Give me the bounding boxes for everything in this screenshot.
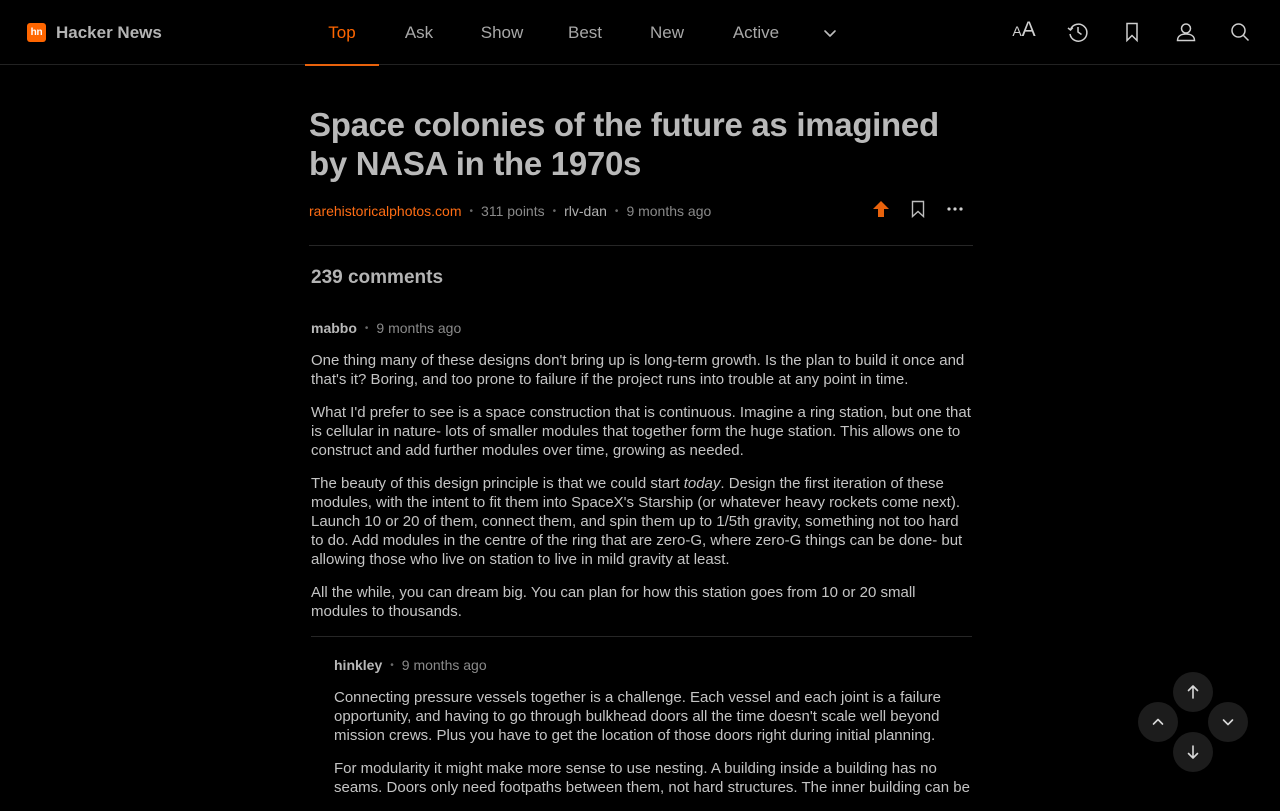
tab-show[interactable] (459, 0, 545, 65)
comment-body (334, 688, 974, 797)
chevron-down-icon (822, 25, 838, 41)
tab-label: New (649, 22, 684, 42)
comment-header (311, 318, 975, 338)
comments-count-heading: 239 comments (311, 267, 444, 288)
tab-label: Ask (404, 22, 434, 42)
tab-best[interactable] (545, 0, 625, 65)
tab-top[interactable] (305, 0, 379, 65)
comment-age[interactable]: 9 months ago (376, 320, 462, 336)
comment-paragraph: One thing many of these designs don't bring up is long-term growth. Is the plan to build it once and that's it? Boring, and too prone to failure if the project runs into trouble at any point in time. (311, 352, 965, 388)
divider (309, 245, 973, 246)
bookmark-icon (910, 200, 926, 218)
search-icon (1228, 20, 1252, 44)
story-age: 9 months ago (626, 203, 712, 219)
bookmarks-button[interactable] (1118, 18, 1146, 46)
comment-reply (334, 655, 974, 811)
emphasis-text: today (683, 475, 721, 492)
story-actions (871, 199, 965, 219)
previous-comment-button[interactable] (1138, 702, 1178, 742)
comment-paragraph: What I'd prefer to see is a space construction that is continuous. Imagine a ring station, but one that is cellular in nature- lots of smaller modules that together form the huge station. This allows one to construct and add further modules over time, growing as needed. (311, 404, 971, 459)
comment-author-link[interactable]: mabbo (311, 320, 357, 336)
comment (311, 318, 975, 635)
more-icon (946, 206, 964, 212)
comment-paragraph (311, 474, 975, 569)
tab-active[interactable] (709, 0, 803, 65)
tab-new[interactable] (625, 0, 709, 65)
text: The beauty of this design principle is that we could start (311, 475, 684, 492)
story-author-link[interactable]: rlv-dan (564, 203, 607, 219)
history-button[interactable] (1064, 18, 1092, 46)
arrow-up-icon (1185, 684, 1201, 700)
comment-age[interactable]: 9 months ago (401, 657, 487, 673)
scroll-to-bottom-button[interactable] (1173, 732, 1213, 772)
separator: • (552, 205, 557, 217)
separator: • (614, 205, 619, 217)
separator: • (390, 659, 394, 671)
story-title[interactable]: Space colonies of the future as imagined by NASA in the 1970s (309, 106, 939, 182)
comment-header (334, 655, 974, 675)
comment-paragraph: For modularity it might make more sense to use nesting. A building inside a building has no seams. Doors only need footpaths between them, not hard structures. The inner building can be (334, 760, 970, 796)
upvote-icon (872, 200, 890, 218)
feed-tabs (305, 0, 857, 65)
font-size-button[interactable] (1010, 18, 1038, 46)
upvote-button[interactable] (871, 199, 891, 219)
tab-label: Active (732, 22, 780, 42)
account-button[interactable] (1172, 18, 1200, 46)
more-tabs-button[interactable] (803, 0, 857, 65)
history-icon (1066, 20, 1090, 44)
chevron-up-icon (1150, 714, 1166, 730)
scroll-to-top-button[interactable] (1173, 672, 1213, 712)
search-button[interactable] (1226, 18, 1254, 46)
user-icon (1174, 20, 1198, 44)
app-name: Hacker News (56, 22, 162, 42)
story-points: 311 points (481, 203, 545, 219)
more-options-button[interactable] (945, 199, 965, 219)
chevron-down-icon (1220, 714, 1236, 730)
comment-author-link[interactable]: hinkley (334, 657, 383, 673)
separator: • (469, 205, 474, 217)
text: . Design the first iteration of these modules, with the intent to fit them into SpaceX's Starship (or whatever heavy rockets come next). Launch 10 or 20 of them, connect them, and spin them up to 1/5th gravity, something not too hard to do. Add modules in the centre of the ring that are zero-G, where zero-G things can be done- but allowing those who live on station to live in mild gravity at least. (311, 475, 963, 568)
tab-label: Show (480, 22, 524, 42)
bookmark-story-button[interactable] (908, 199, 928, 219)
tab-label: Best (567, 22, 603, 42)
font-size-icon-big: A (1021, 18, 1036, 41)
font-size-icon-small: A (1012, 23, 1022, 39)
comment-divider (311, 636, 972, 637)
comment-paragraph: Connecting pressure vessels together is a challenge. Each vessel and each joint is a failure opportunity, and having to go through bulkhead doors all the time doesn't scale well beyond mission crews. Plus you have to get the location of those doors right during initial planning. (334, 689, 942, 744)
bookmark-icon (1120, 20, 1144, 44)
comment-paragraph: All the while, you can dream big. You can plan for how this station goes from 10 or 20 small modules to thousands. (311, 584, 916, 620)
story-domain-link[interactable]: rarehistoricalphotos.com (309, 203, 462, 219)
separator: • (364, 322, 369, 334)
header-actions (1010, 18, 1254, 46)
home-link[interactable] (27, 23, 162, 42)
tab-ask[interactable] (379, 0, 459, 65)
comment-body (311, 351, 975, 621)
story (309, 105, 973, 221)
top-navigation-bar (0, 0, 1280, 65)
tab-label: Top (328, 22, 356, 42)
next-comment-button[interactable] (1208, 702, 1248, 742)
hn-logo-icon: hn (27, 23, 46, 42)
arrow-down-icon (1185, 744, 1201, 760)
